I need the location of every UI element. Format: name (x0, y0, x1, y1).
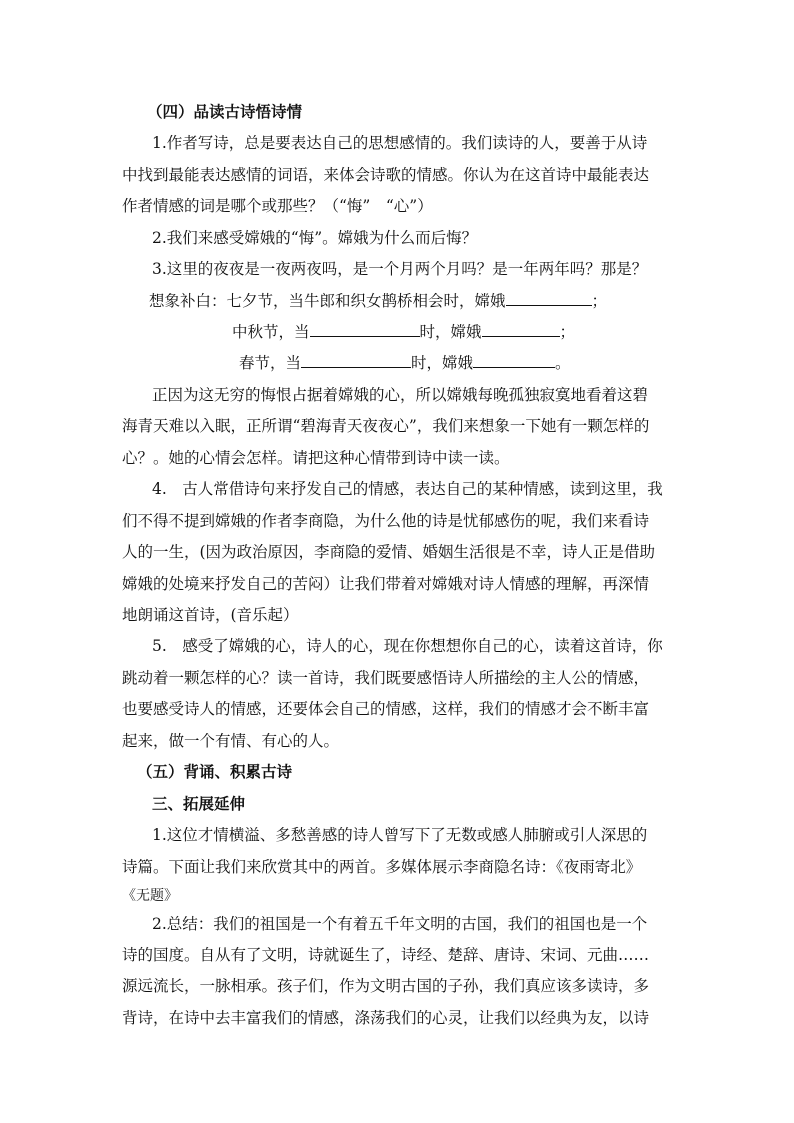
imagine-text: 想象补白：七夕节，当牛郎和织女鹊桥相会时，嫦娥 (149, 292, 506, 310)
fill-blank (506, 291, 592, 306)
paragraph-line: 5. 感受了嫦娥的心，诗人的心，现在你想想你自己的心，读着这首诗，你 (152, 637, 663, 655)
imagine-punct: 。 (555, 354, 571, 372)
paragraph-line: 4. 古人常借诗句来抒发自己的情感，表达自己的某种情感，读到这里，我 (152, 480, 663, 498)
fill-blank (310, 322, 420, 337)
fill-blank (473, 353, 555, 368)
paragraph-line: 也要感受诗人的情感，还要体会自己的情感，这样，我们的情感才会不断丰富 (122, 700, 650, 718)
paragraph-line: 诗的国度。自从有了文明，诗就诞生了，诗经、楚辞、唐诗、宋词、元曲…… (122, 946, 650, 964)
paragraph-line: 2.我们来感受嫦娥的“悔”。嫦娥为什么而后悔？ (152, 229, 478, 247)
paragraph-line: 源远流长，一脉相承。孩子们，作为文明古国的子孙，我们真应该多读诗，多 (122, 977, 650, 995)
paragraph-line: 心？。她的心情会怎样。请把这种心情带到诗中读一读。 (122, 449, 510, 467)
fill-blank (482, 322, 560, 337)
fill-blank (301, 353, 411, 368)
paragraph-line: 作者情感的词是哪个或那些？（“悔” “心”） (122, 197, 433, 215)
paragraph-line: 1.这位才情横溢、多愁善感的诗人曾写下了无数或感人肺腑或引人深思的 (152, 826, 648, 844)
imagine-line-2 (232, 322, 575, 342)
paragraph-line: 3.这里的夜夜是一夜两夜吗，是一个月两个月吗？是一年两年吗？那是？ (152, 260, 648, 278)
paragraph-line: 诗篇。下面让我们来欣赏其中的两首。多媒体展示李商隐名诗：《夜雨寄北》 (122, 858, 642, 876)
section-heading-4: （四）品读古诗悟诗情 (147, 102, 303, 121)
paragraph-line: 人的一生，(因为政治原因，李商隐的爱情、婚姻生活很是不幸，诗人正是借助 (122, 543, 656, 561)
paragraph-line: 海青天难以入眠，正所谓“碧海青天夜夜心”，我们来想象一下她有一颗怎样的 (122, 417, 650, 435)
paragraph-line: 们不得不提到嫦娥的作者李商隐，为什么他的诗是忧郁感伤的呢，我们来看诗 (122, 512, 650, 530)
paragraph-line: 背诗，在诗中去丰富我们的情感，涤荡我们的心灵，让我们以经典为友，以诗 (122, 1009, 650, 1027)
imagine-text: 时，嫦娥 (411, 354, 474, 372)
paragraph-line: 跳动着一颗怎样的心？读一首诗，我们既要感悟诗人所描绘的主人公的情感， (122, 669, 650, 687)
paragraph-line: 正因为这无穷的悔恨占据着嫦娥的心，所以嫦娥每晚孤独寂寞地看着这碧 (152, 386, 649, 404)
imagine-line-3 (239, 353, 571, 373)
section-heading-3: 三、拓展延伸 (152, 794, 246, 813)
paragraph-line: 起来，做一个有情、有心的人。 (122, 732, 340, 750)
section-heading-5: （五）背诵、积累古诗 (137, 762, 293, 781)
paragraph-line: 1.作者写诗，总是要表达自己的思想感情的。我们读诗的人，要善于从诗 (152, 134, 648, 152)
paragraph-line: 地朗诵这首诗，(音乐起） (122, 606, 299, 624)
imagine-text: 春节，当 (239, 354, 302, 372)
imagine-text: 中秋节，当 (232, 323, 310, 341)
imagine-punct: ； (559, 323, 576, 341)
imagine-punct: ； (591, 292, 608, 310)
paragraph-line: 2.总结：我们的祖国是一个有着五千年文明的古国，我们的祖国也是一个 (152, 915, 648, 933)
paragraph-line: 《无题》 (122, 888, 178, 904)
imagine-line-1 (149, 291, 607, 311)
paragraph-line: 嫦娥的处境来抒发自己的苦闷）让我们带着对嫦娥对诗人情感的理解，再深情 (122, 575, 650, 593)
imagine-text: 时，嫦娥 (419, 323, 482, 341)
paragraph-line: 中找到最能表达感情的词语，来体会诗歌的情感。你认为在这首诗中最能表达 (122, 166, 650, 184)
